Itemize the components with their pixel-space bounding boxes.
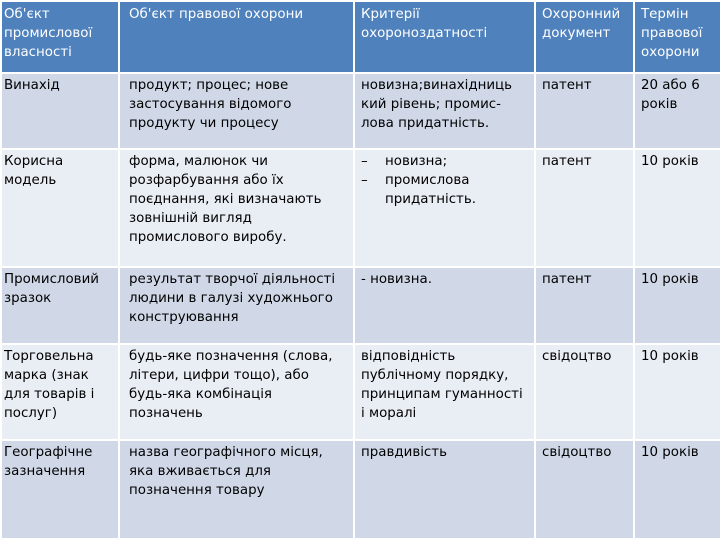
cell-term: 10 років (634, 440, 720, 539)
cell-term: 10 років (634, 149, 720, 267)
cell-criteria: правдивість (354, 440, 535, 539)
table-row (1, 267, 720, 345)
cell-protection-object: результат творчої діяльності людини в галузі художнього конструювання (119, 267, 354, 345)
cell-document: свідоцтво (535, 344, 634, 439)
cell-term: 10 років (634, 344, 720, 439)
table-row (1, 73, 720, 149)
criteria-list-item: – новизна; (361, 152, 530, 171)
cell-object: Корисна модель (1, 149, 119, 267)
header-protection-object: Об'єкт правової охорони (119, 1, 354, 73)
cell-document: патент (535, 73, 634, 149)
cell-object: Торговельна марка (знак для товарів і послуг) (1, 344, 119, 439)
cell-criteria (354, 149, 535, 267)
table-row (1, 440, 720, 539)
cell-protection-object: будь-яке позначення (слова, літери, цифри тощо), або будь-яка комбінація позначень (119, 344, 354, 439)
cell-document: патент (535, 149, 634, 267)
table-row (1, 149, 720, 267)
header-protection-term: Термін правової охорони (634, 1, 720, 73)
cell-document: патент (535, 267, 634, 345)
header-industrial-property-object: Об'єкт промислової власності (1, 1, 119, 73)
cell-criteria: - новизна. (354, 267, 535, 345)
cell-object: Винахід (1, 73, 119, 149)
criteria-list (361, 152, 530, 209)
cell-document: свідоцтво (535, 440, 634, 539)
cell-criteria: відповідність публічному порядку, принципам гуманності і моралі (354, 344, 535, 439)
cell-term: 20 або 6 років (634, 73, 720, 149)
header-protection-criteria: Критерії охороноздатності (354, 1, 535, 73)
cell-protection-object: назва географічного місця, яка вживається для позначення товару (119, 440, 354, 539)
table-row (1, 344, 720, 439)
criteria-list-item: – промислова придатність. (361, 171, 530, 209)
header-protection-document: Охоронний документ (535, 1, 634, 73)
cell-object: Географічне зазначення (1, 440, 119, 539)
cell-object: Промисловий зразок (1, 267, 119, 345)
table-header-row (1, 1, 720, 73)
cell-criteria: новизна;винахідниць кий рівень; промис-лова придатність. (354, 73, 535, 149)
cell-term: 10 років (634, 267, 720, 345)
cell-protection-object: продукт; процес; нове застосування відомого продукту чи процесу (119, 73, 354, 149)
cell-protection-object: форма, малюнок чи розфарбування або їх поєднання, які визначають зовнішній вигляд промислового виробу. (119, 149, 354, 267)
